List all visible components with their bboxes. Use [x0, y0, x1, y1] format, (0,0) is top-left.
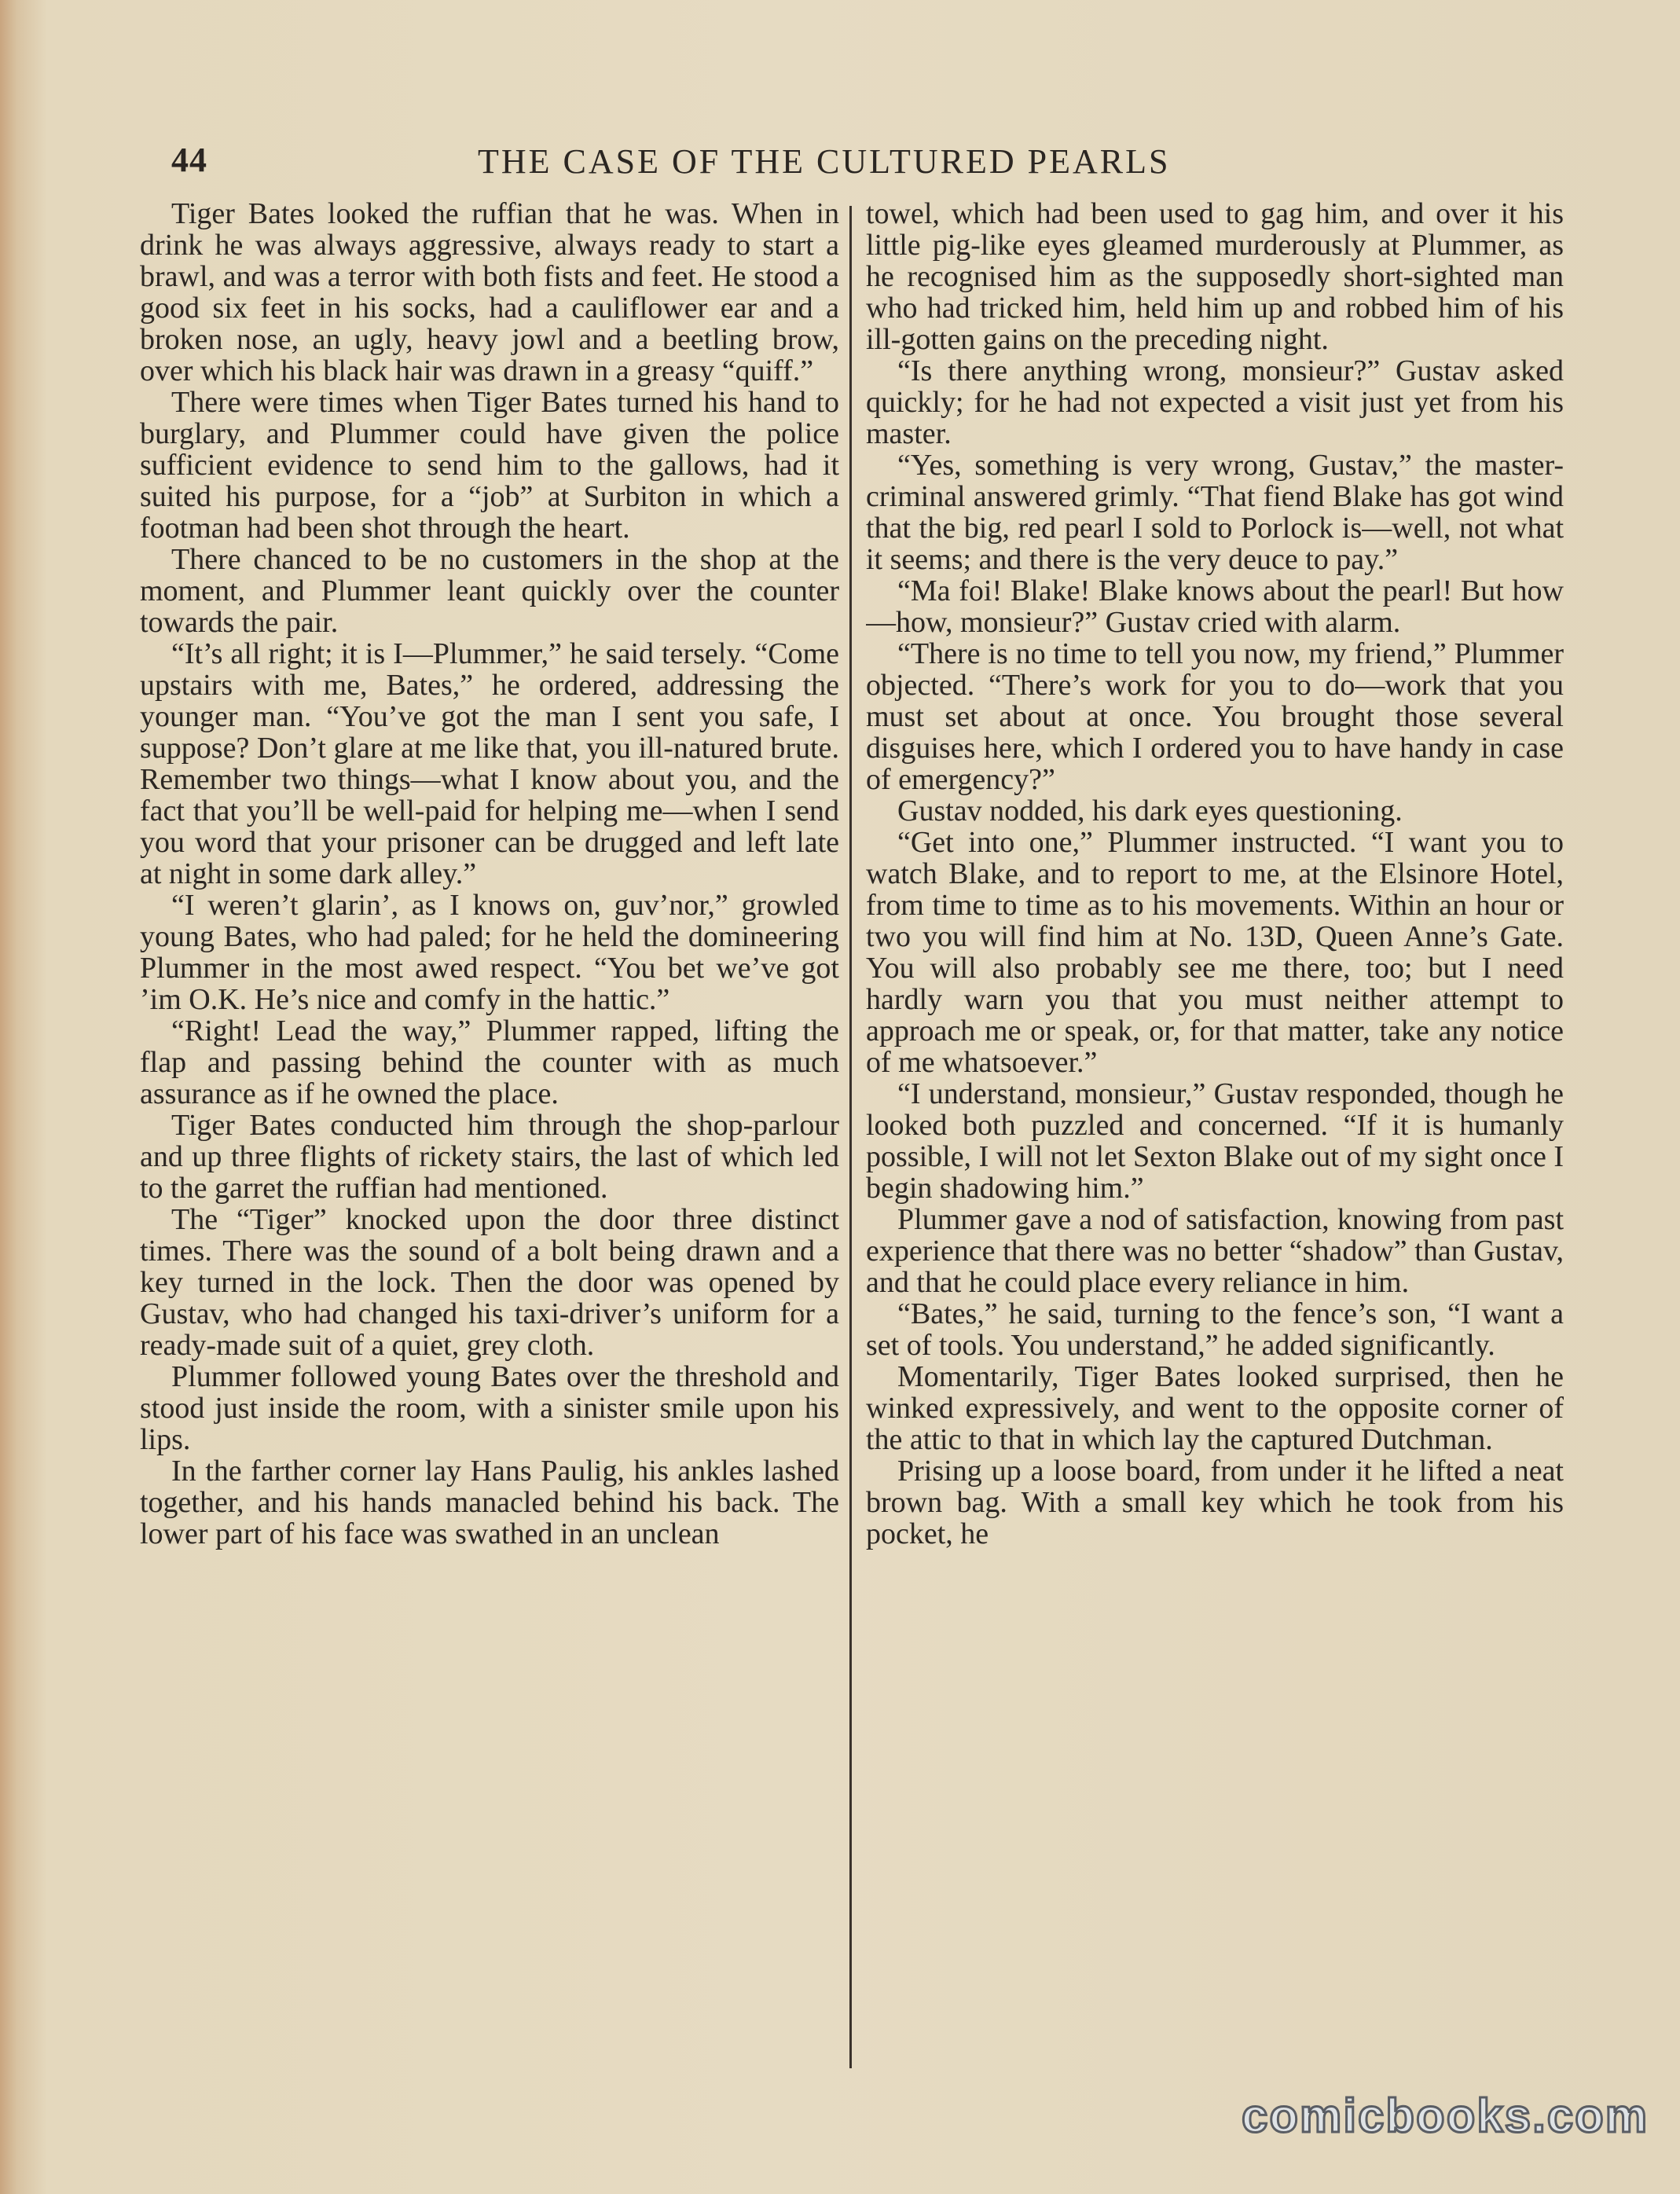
paragraph: In the farther corner lay Hans Paulig, his ankles lashed together, and his hands manacled behind his back. The lower part of his face was swathed in an unclean [140, 1455, 839, 1550]
paragraph: towel, which had been used to gag him, and over it his little pig-like eyes gleamed murderously at Plummer, as he recognised him as the supposedly short-sighted man who had tricked him, held him up and robbed him of his ill-gotten gains on the preceding night. [866, 198, 1564, 356]
paragraph: Tiger Bates conducted him through the shop-parlour and up three flights of rickety stairs, the last of which led to the garret the ruffian had mentioned. [140, 1109, 839, 1205]
running-title: THE CASE OF THE CULTURED PEARLS [478, 142, 1171, 181]
paragraph: “Right! Lead the way,” Plummer rapped, lifting the flap and passing behind the counter with as much assurance as if he owned the place. [140, 1014, 839, 1110]
paragraph: “It’s all right; it is I—Plummer,” he said tersely. “Come upstairs with me, Bates,” he ordered, addressing the younger man. “You’ve got the man I sent you safe, I suppose? Don’t glare at me like that, you ill-natured brute. Remember two things—what I know about you, and the fact that you’ll be well-paid for helping me—when I send you word that your prisoner can be drugged and left late at night in some dark alley.” [140, 637, 839, 890]
paragraph: Momentarily, Tiger Bates looked surprised, then he winked expressively, and went to the opposite corner of the attic to that in which lay the captured Dutchman. [866, 1360, 1564, 1456]
paragraph: There chanced to be no customers in the shop at the moment, and Plummer leant quickly over the counter towards the pair. [140, 543, 839, 639]
watermark-logo: comicbooks.com [1242, 2089, 1649, 2142]
paragraph: Gustav nodded, his dark eyes questioning. [897, 794, 1403, 827]
paragraph: “Get into one,” Plummer instructed. “I want you to watch Blake, and to report to me, at the Elsinore Hotel, from time to time as to his movements. Within an hour or two you will find him at No. 13D, Queen Anne’s Gate. You will also probably see me there, too; but I need hardly warn you that you must neither attempt to approach me or speak, or, for that matter, take any notice of me whatsoever.” [866, 826, 1564, 1079]
paragraph: The “Tiger” knocked upon the door three distinct times. There was the sound of a bolt being drawn and a key turned in the lock. Then the door was opened by Gustav, who had changed his taxi-driver’s uniform for a ready-made suit of a quiet, grey cloth. [140, 1203, 839, 1362]
paragraph: Plummer gave a nod of satisfaction, knowing from past experience that there was no better “shadow” than Gustav, and that he could place every reliance in him. [866, 1203, 1564, 1299]
paragraph: Plummer followed young Bates over the threshold and stood just inside the room, with a sinister smile upon his lips. [140, 1360, 839, 1456]
paragraph: “I understand, monsieur,” Gustav responded, though he looked both puzzled and concerned. “If it is humanly possible, I will not let Sexton Blake out of my sight once I begin shadowing him.” [866, 1077, 1564, 1205]
paragraph: “There is no time to tell you now, my friend,” Plummer objected. “There’s work for you to do—work that you must set about at once. You brought those several disguises here, which I ordered you to have handy in case of emergency?” [866, 637, 1564, 796]
paragraph: “I weren’t glarin’, as I knows on, guv’nor,” growled young Bates, who had paled; for he held the domineering Plummer in the most awed respect. “You bet we’ve got ’im O.K. He’s nice and comfy in the hattic.” [140, 889, 839, 1016]
paragraph: “Yes, something is very wrong, Gustav,” the master-criminal answered grimly. “That fiend Blake has got wind that the big, red pearl I sold to Porlock is—well, not what it seems; and there is the very deuce to pay.” [866, 449, 1564, 576]
paragraph: Tiger Bates looked the ruffian that he was. When in drink he was always aggressive, always ready to start a brawl, and was a terror with both fists and feet. He stood a good six feet in his socks, had a cauliflower ear and a broken nose, an ugly, heavy jowl and a beetling brow, over which his black hair was drawn in a greasy “quiff.” [140, 198, 839, 387]
paragraph: Prising up a loose board, from under it he lifted a neat brown bag. With a small key which he took from his pocket, he [866, 1455, 1564, 1550]
column-divider [849, 206, 852, 2068]
paragraph: “Bates,” he said, turning to the fence’s son, “I want a set of tools. You understand,” he added significantly. [866, 1297, 1564, 1362]
page-header [141, 140, 1619, 195]
paragraph: “Ma foi! Blake! Blake knows about the pearl! But how—how, monsieur?” Gustav cried with alarm. [866, 574, 1564, 639]
right-text-column [866, 198, 1564, 2068]
paragraph: “Is there anything wrong, monsieur?” Gustav asked quickly; for he had not expected a visit just yet from his master. [866, 354, 1564, 450]
paragraph: There were times when Tiger Bates turned his hand to burglary, and Plummer could have given the police sufficient evidence to send him to the gallows, had it suited his purpose, for a “job” at Surbiton in which a footman had been shot through the heart. [140, 386, 839, 545]
page-number: 44 [171, 141, 207, 179]
left-text-column [140, 198, 839, 2068]
